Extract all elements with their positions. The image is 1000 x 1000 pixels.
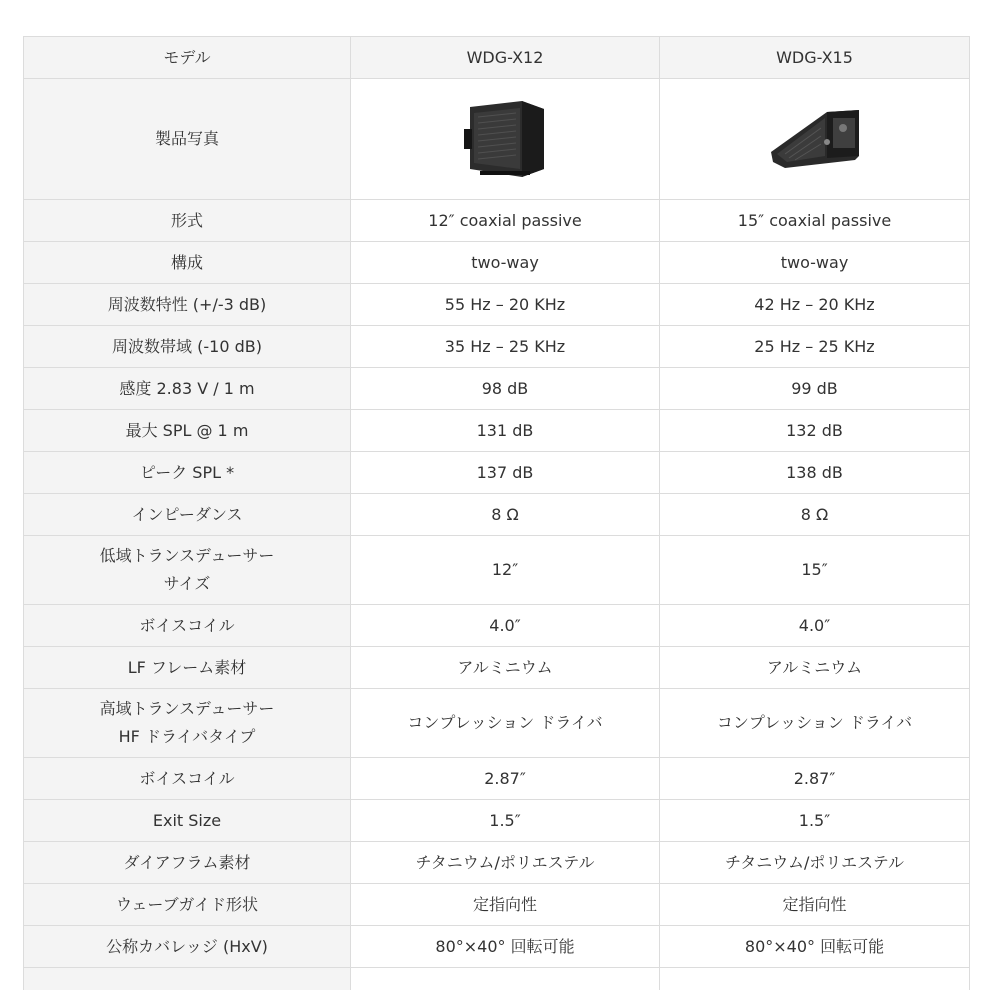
value-x15: 25 Hz – 25 KHz: [660, 326, 970, 368]
value-x15: 4.0″: [660, 605, 970, 647]
row-label: ピーク SPL *: [24, 452, 351, 494]
value-x12: 定指向性: [351, 884, 660, 926]
row-label-line: HF ドライバタイプ: [118, 727, 256, 746]
value-empty: [660, 968, 970, 990]
spec-row: [24, 884, 970, 926]
spec-row: [24, 284, 970, 326]
spec-row: [24, 758, 970, 800]
value-x12: 98 dB: [351, 368, 660, 410]
product-photo-cell: [351, 79, 660, 200]
header-model-x15: WDG-X15: [660, 37, 970, 79]
spec-row: [24, 242, 970, 284]
value-x15: 132 dB: [660, 410, 970, 452]
value-x15: 8 Ω: [660, 494, 970, 536]
row-label: 周波数帯域 (-10 dB): [24, 326, 351, 368]
spec-row: [24, 326, 970, 368]
value-x15: 1.5″: [660, 800, 970, 842]
value-x12: 1.5″: [351, 800, 660, 842]
row-label-empty: [24, 968, 351, 990]
spec-row: [24, 842, 970, 884]
value-x15: チタニウム/ポリエステル: [660, 842, 970, 884]
row-label: ダイアフラム素材: [24, 842, 351, 884]
spec-row: [24, 689, 970, 758]
value-x15: 15″: [660, 536, 970, 605]
spec-row-cutoff: [24, 968, 970, 990]
value-x15: 138 dB: [660, 452, 970, 494]
value-empty: [351, 968, 660, 990]
row-label: 最大 SPL @ 1 m: [24, 410, 351, 452]
value-x12: チタニウム/ポリエステル: [351, 842, 660, 884]
spec-comparison-table: [23, 36, 970, 990]
spec-row: [24, 200, 970, 242]
row-label: 周波数特性 (+/-3 dB): [24, 284, 351, 326]
value-x12: two-way: [351, 242, 660, 284]
speaker-wedge-photo-x15: [767, 104, 863, 174]
row-label: ボイスコイル: [24, 758, 351, 800]
value-x12: 2.87″: [351, 758, 660, 800]
row-label: ウェーブガイド形状: [24, 884, 351, 926]
row-label: 製品写真: [24, 79, 351, 200]
row-label-line: 高域トランスデューサー: [99, 699, 275, 718]
row-label: [24, 536, 351, 605]
table-header-row: [24, 37, 970, 79]
spec-row: [24, 494, 970, 536]
spec-row: [24, 647, 970, 689]
spec-row: [24, 800, 970, 842]
value-x12: 4.0″: [351, 605, 660, 647]
value-x15: コンプレッション ドライバ: [660, 689, 970, 758]
value-x15: 42 Hz – 20 KHz: [660, 284, 970, 326]
row-label: LF フレーム素材: [24, 647, 351, 689]
value-x12: アルミニウム: [351, 647, 660, 689]
product-photo-cell: [660, 79, 970, 200]
value-x12: 137 dB: [351, 452, 660, 494]
speaker-wedge-photo-x12: [460, 99, 550, 179]
value-x15: 定指向性: [660, 884, 970, 926]
header-model-x12: WDG-X12: [351, 37, 660, 79]
spec-row: [24, 452, 970, 494]
value-x15: 2.87″: [660, 758, 970, 800]
row-label: 感度 2.83 V / 1 m: [24, 368, 351, 410]
value-x15: 80°×40° 回転可能: [660, 926, 970, 968]
row-label: 形式: [24, 200, 351, 242]
value-x12: 12″ coaxial passive: [351, 200, 660, 242]
spec-row: [24, 368, 970, 410]
value-x15: 99 dB: [660, 368, 970, 410]
value-x12: 55 Hz – 20 KHz: [351, 284, 660, 326]
header-model-label: モデル: [24, 37, 351, 79]
row-label: Exit Size: [24, 800, 351, 842]
value-x15: two-way: [660, 242, 970, 284]
value-x12: 35 Hz – 25 KHz: [351, 326, 660, 368]
spec-row: [24, 926, 970, 968]
row-label-line: サイズ: [163, 574, 211, 593]
spec-row: [24, 410, 970, 452]
value-x12: 131 dB: [351, 410, 660, 452]
row-label: [24, 689, 351, 758]
spec-row: [24, 605, 970, 647]
value-x12: 80°×40° 回転可能: [351, 926, 660, 968]
product-photo-row: [24, 79, 970, 200]
spec-row: [24, 536, 970, 605]
row-label: 構成: [24, 242, 351, 284]
row-label: ボイスコイル: [24, 605, 351, 647]
row-label-line: 低域トランスデューサー: [99, 546, 275, 565]
value-x15: アルミニウム: [660, 647, 970, 689]
row-label: 公称カバレッジ (HxV): [24, 926, 351, 968]
value-x12: 8 Ω: [351, 494, 660, 536]
value-x12: 12″: [351, 536, 660, 605]
value-x15: 15″ coaxial passive: [660, 200, 970, 242]
value-x12: コンプレッション ドライバ: [351, 689, 660, 758]
row-label: インピーダンス: [24, 494, 351, 536]
